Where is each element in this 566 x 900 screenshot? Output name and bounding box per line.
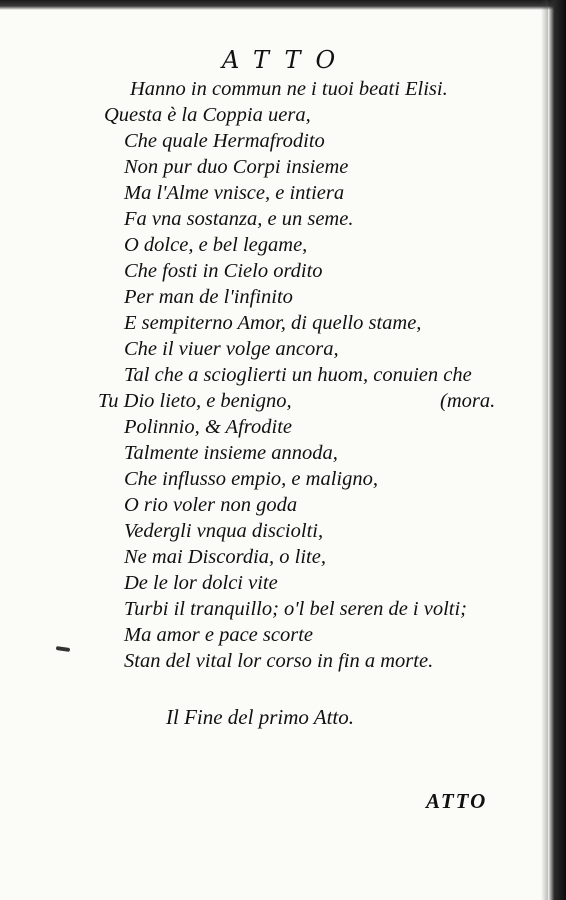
- verse-line: Questa è la Coppia uera,: [104, 104, 311, 126]
- verse-line: Hanno in commun ne i tuoi beati Elisi.: [130, 78, 448, 100]
- verse-line: Fa vna sostanza, e un seme.: [124, 208, 354, 230]
- verse-line: O rio voler non goda: [124, 494, 298, 516]
- catchword: ATTO: [426, 789, 488, 813]
- ink-speck: [56, 646, 70, 652]
- verse-line: Che quale Hermafrodito: [124, 130, 325, 152]
- verse-line: Ma l'Alme vnisce, e intiera: [124, 182, 345, 204]
- verse-line: Talmente insieme annoda,: [124, 442, 338, 464]
- verse-line: E sempiterno Amor, di quello stame,: [124, 312, 422, 334]
- verse-line: De le lor dolci vite: [124, 572, 278, 594]
- verse-line: Vedergli vnqua disciolti,: [124, 520, 324, 542]
- verse-line: Ne mai Discordia, o lite,: [124, 546, 326, 568]
- act-ending-line: Il Fine del primo Atto.: [166, 705, 355, 729]
- verse-line: Che influsso empio, e maligno,: [124, 468, 378, 490]
- verse-line: Non pur duo Corpi insieme: [124, 156, 349, 178]
- verse-line: Per man de l'infinito: [124, 286, 293, 308]
- verse-line-turnover: (mora.: [440, 390, 496, 412]
- verse-line: Che il viuer volge ancora,: [124, 338, 339, 360]
- verse-line: Turbi il tranquillo; o'l bel seren de i volti;: [124, 598, 467, 620]
- verse-line: Tu Dio lieto, e benigno,: [98, 390, 292, 412]
- verse-line: Che fosti in Cielo ordito: [124, 260, 323, 282]
- running-head: ATTO: [222, 46, 351, 74]
- verse-line: Ma amor e pace scorte: [124, 624, 314, 646]
- scan-top-edge: [0, 0, 566, 10]
- page-shadow: [541, 0, 548, 900]
- scan-right-edge: [548, 0, 566, 900]
- verse-line: Tal che a scioglierti un huom, conuien che: [124, 364, 472, 386]
- verse-line: Polinnio, & Afrodite: [124, 416, 292, 438]
- verse-line: O dolce, e bel legame,: [124, 234, 308, 256]
- verse-line: Stan del vital lor corso in fin a morte.: [124, 650, 434, 672]
